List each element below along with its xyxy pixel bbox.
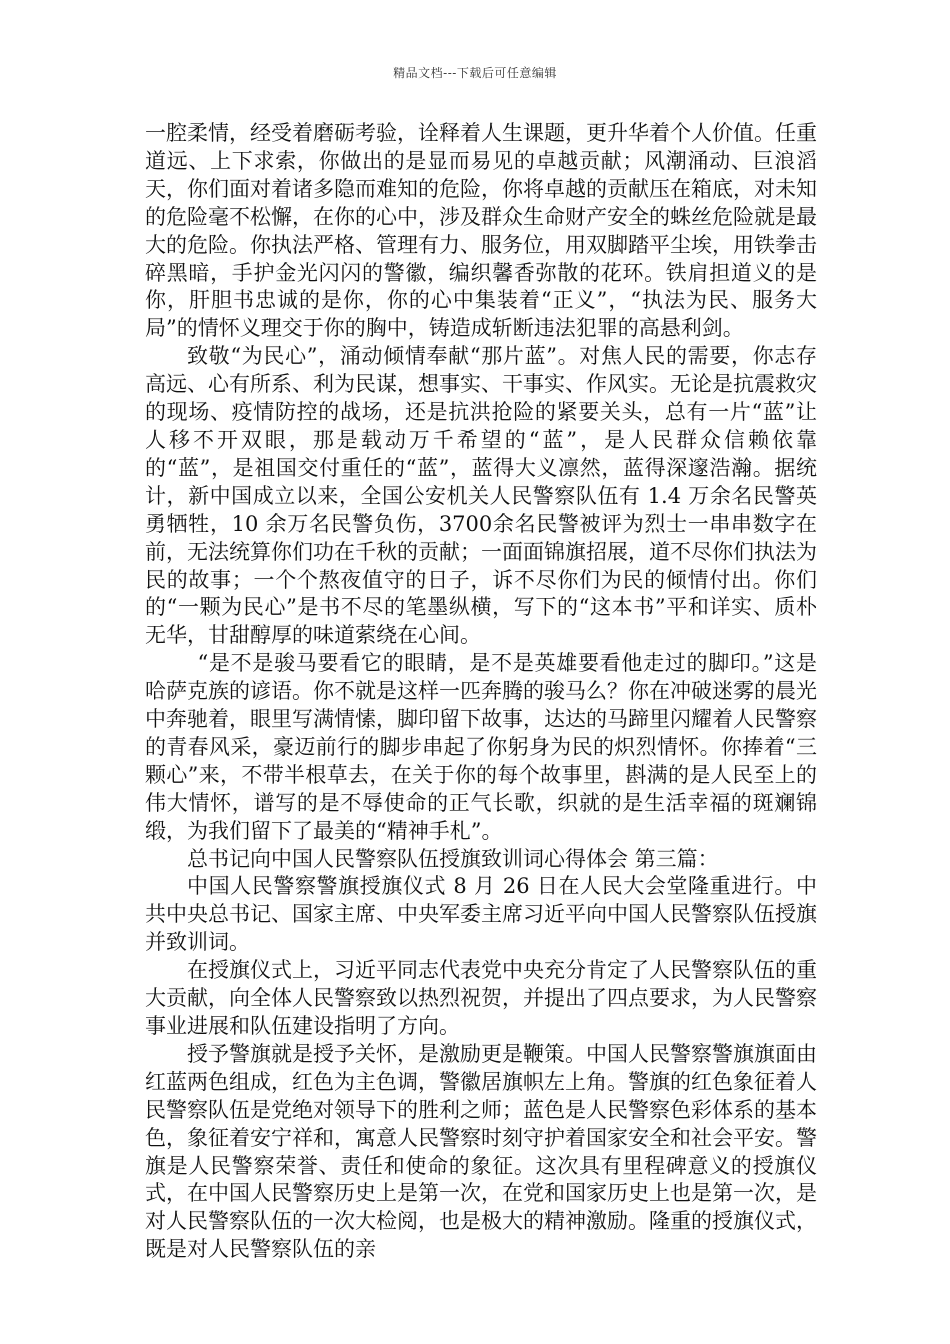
- section-heading: 总书记向中国人民警察队伍授旗致训词心得体会 第三篇：: [187, 846, 719, 871]
- page-header: 精品文档---下载后可任意编辑: [393, 66, 557, 80]
- paragraph: 中国人民警察警旗授旗仪式 8 月 26 日在人民大会堂隆重进行。中共中央总书记、国家主席、中央军委主席习近平向中国人民警察队伍授旗并致训词。: [145, 874, 817, 955]
- paragraph-continued: 一腔柔情，经受着磨砺考验，诠释着人生课题，更升华着个人价值。任重道远、上下求索，你做出的是显而易见的卓越贡献；风潮涌动、巨浪滔天，你们面对着诸多隐而难知的危险，你将卓越的贡献压在箱底，对未知的危险毫不松懈，在你的心中，涉及群众生命财产安全的蛛丝危险就是最大的危险。你执法严格、管理有力、服务位，用双脚踏平尘埃，用铁拳击碎黑暗，手护金光闪闪的警徽，编织馨香弥散的花环。铁肩担道义的是你，肝胆书忠诚的是你，你的心中集装着“正义”，“执法为民、服务大局”的情怀义理交于你的胸中，铸造成斩断违法犯罪的高悬利剑。: [145, 121, 817, 341]
- paragraph: 致敬“为民心”，涌动倾情奉献“那片蓝”。对焦人民的需要，你志存高远、心有所系、利为民谋，想事实、干事实、作风实。无论是抗震救灾的现场、疫情防控的战场，还是抗洪抢险的紧要关头，总有一片“蓝”让人移不开双眼，那是载动万千希望的“蓝”，是人民群众信赖依靠的“蓝”，是祖国交付重任的“蓝”，蓝得大义凛然，蓝得深邃浩瀚。据统计，新中国成立以来，全国公安机关人民警察队伍有 1.4 万余名民警英勇牺牲，10 余万名民警负伤，3700余名民警被评为烈士一串串数字在前，无法统算你们功在千秋的贡献；一面面锦旗招展，道不尽你们执法为民的故事；一个个熬夜值守的日子，诉不尽你们为民的倾情付出。你们的“一颗为民心”是书不尽的笔墨纵横，写下的“这本书”平和详实、质朴无华，甘甜醇厚的味道萦绕在心间。: [145, 344, 817, 648]
- paragraph: 授予警旗就是授予关怀，是激励更是鞭策。中国人民警察警旗旗面由红蓝两色组成，红色为主色调，警徽居旗帜左上角。警旗的红色象征着人民警察队伍是党绝对领导下的胜利之师；蓝色是人民警察色彩体系的基本色，象征着安宁祥和，寓意人民警察时刻守护着国家安全和社会平安。警旗是人民警察荣誉、责任和使命的象征。这次具有里程碑意义的授旗仪式，在中国人民警察历史上是第一次，在党和国家历史上也是第一次，是对人民警察队伍的一次大检阅，也是极大的精神激励。隆重的授旗仪式，既是对人民警察队伍的亲: [145, 1041, 817, 1262]
- paragraph: 在授旗仪式上，习近平同志代表党中央充分肯定了人民警察队伍的重大贡献，向全体人民警察致以热烈祝贺，并提出了四点要求，为人民警察事业进展和队伍建设指明了方向。: [145, 958, 817, 1038]
- paragraph-quote: “是不是骏马要看它的眼睛，是不是英雄要看他走过的脚印。”这是哈萨克族的谚语。你不就是这样一匹奔腾的骏马么？你在冲破迷雾的晨光中奔驰着，眼里写满情愫，脚印留下故事，达达的马蹄里闪耀着人民警察的青春风采，豪迈前行的脚步串起了你躬身为民的炽烈情怀。你捧着“三颗心”来，不带半根草去，在关于你的每个故事里，斟满的是人民至上的伟大情怀，谱写的是不辱使命的正气长歌，织就的是生活幸福的斑斓锦缎，为我们留下了最美的“精神手札”。: [145, 651, 817, 843]
- document-body: [145, 120, 817, 1264]
